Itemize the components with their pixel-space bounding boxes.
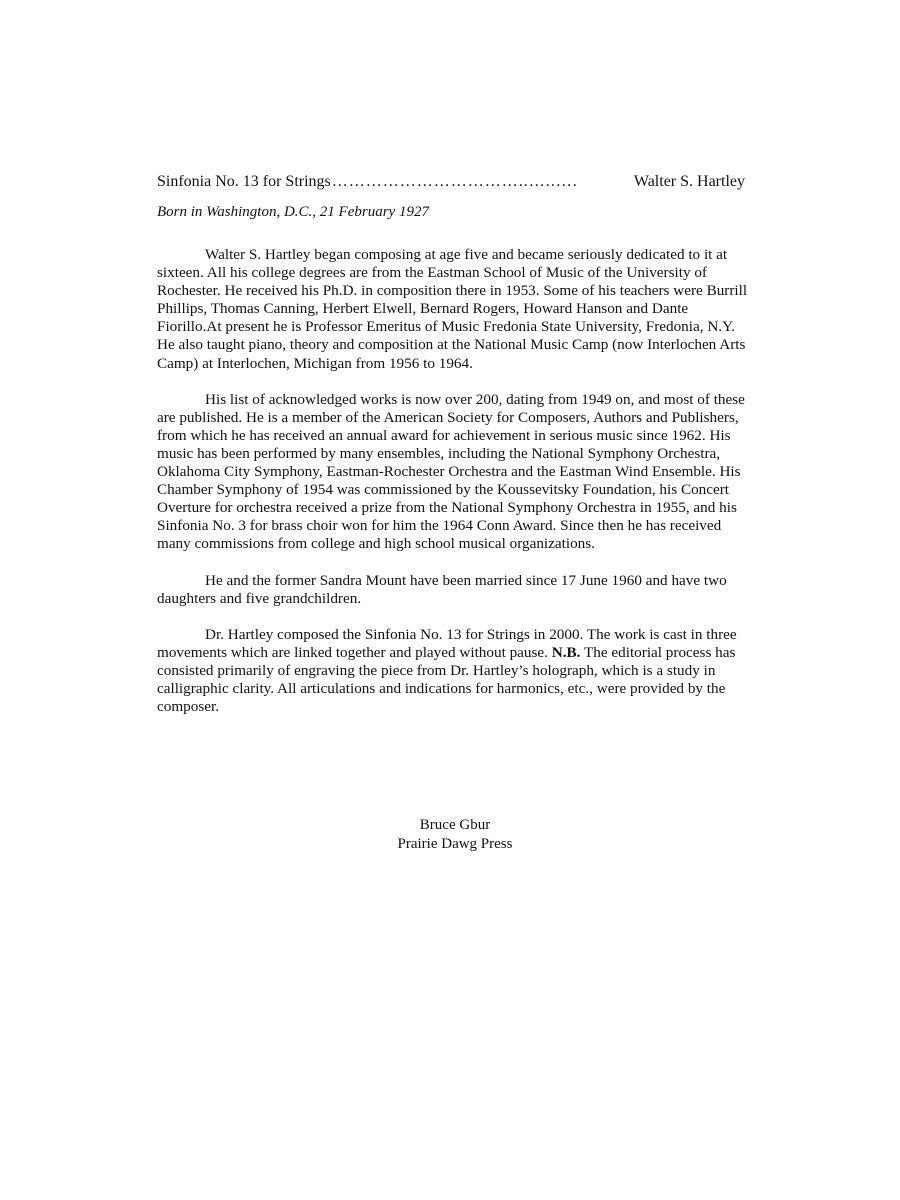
title-line [157,172,745,192]
paragraph-works: His list of acknowledged works is now over 200, dating from 1949 on, and most of these are published. He is a member of the American Society for Composers, Authors and Publishers, from which he has received an annual award for achievement in serious music since 1962. His music has been performed by many ensembles, including the National Symphony Orchestra, Oklahoma City Symphony, Eastman-Rochester Orchestra and the Eastman Wind Ensemble. His Chamber Symphony of 1954 was commissioned by the Koussevitsky Foundation, his Concert Overture for orchestra received a prize from the National Symphony Orchestra in 1955, and his Sinfonia No. 3 for brass choir won for him the 1964 Conn Award. Since then he has received many commissions from college and high school musical organizations. [157,390,745,553]
sinfonia-description: Dr. Hartley composed the Sinfonia No. 13 for Strings in 2000. The work is cast in three movements which are linked together and played without pause. [157,625,737,661]
editorial-note: The editorial process has consisted primarily of engraving the piece from Dr. Hartley’s holograph, which is a study in calligraphic clarity. All articulations and indications for harmonics, etc., were provided by the composer. [157,643,736,716]
signature-name: Bruce Gbur [419,817,491,833]
paragraph-early-life: Walter S. Hartley began composing at age five and became seriously dedicated to it at sixteen. All his college degrees are from the Eastman School of Music of the University of Rochester. He received his Ph.D. in composition there in 1953. Some of his teachers were Burrill Phillips, Thomas Canning, Herbert Elwell, Bernard Rogers, Howard Hanson and Dante Fiorillo.At present he is Professor Emeritus of Music Fredonia State University, Fredonia, N.Y. He also taught piano, theory and composition at the National Music Camp (now Interlochen Arts Camp) at Interlochen, Michigan from 1956 to 1964. [157,246,748,372]
nb-label: N.B. [551,643,581,661]
paragraph-family: He and the former Sandra Mount have been married since 17 June 1960 and have two daughters and five grandchildren. [157,571,727,607]
piece-title: Sinfonia No. 13 for Strings [157,173,331,190]
signature-block [300,816,610,854]
composer-name: Walter S. Hartley [633,173,745,190]
signature-publisher: Prairie Dawg Press [397,836,513,852]
biography-text [157,246,753,716]
birth-info: Born in Washington, D.C., 21 February 1927 [157,204,429,220]
leader-dots: ……………………………..…..…. [331,173,578,190]
paragraph-sinfonia [157,626,753,716]
